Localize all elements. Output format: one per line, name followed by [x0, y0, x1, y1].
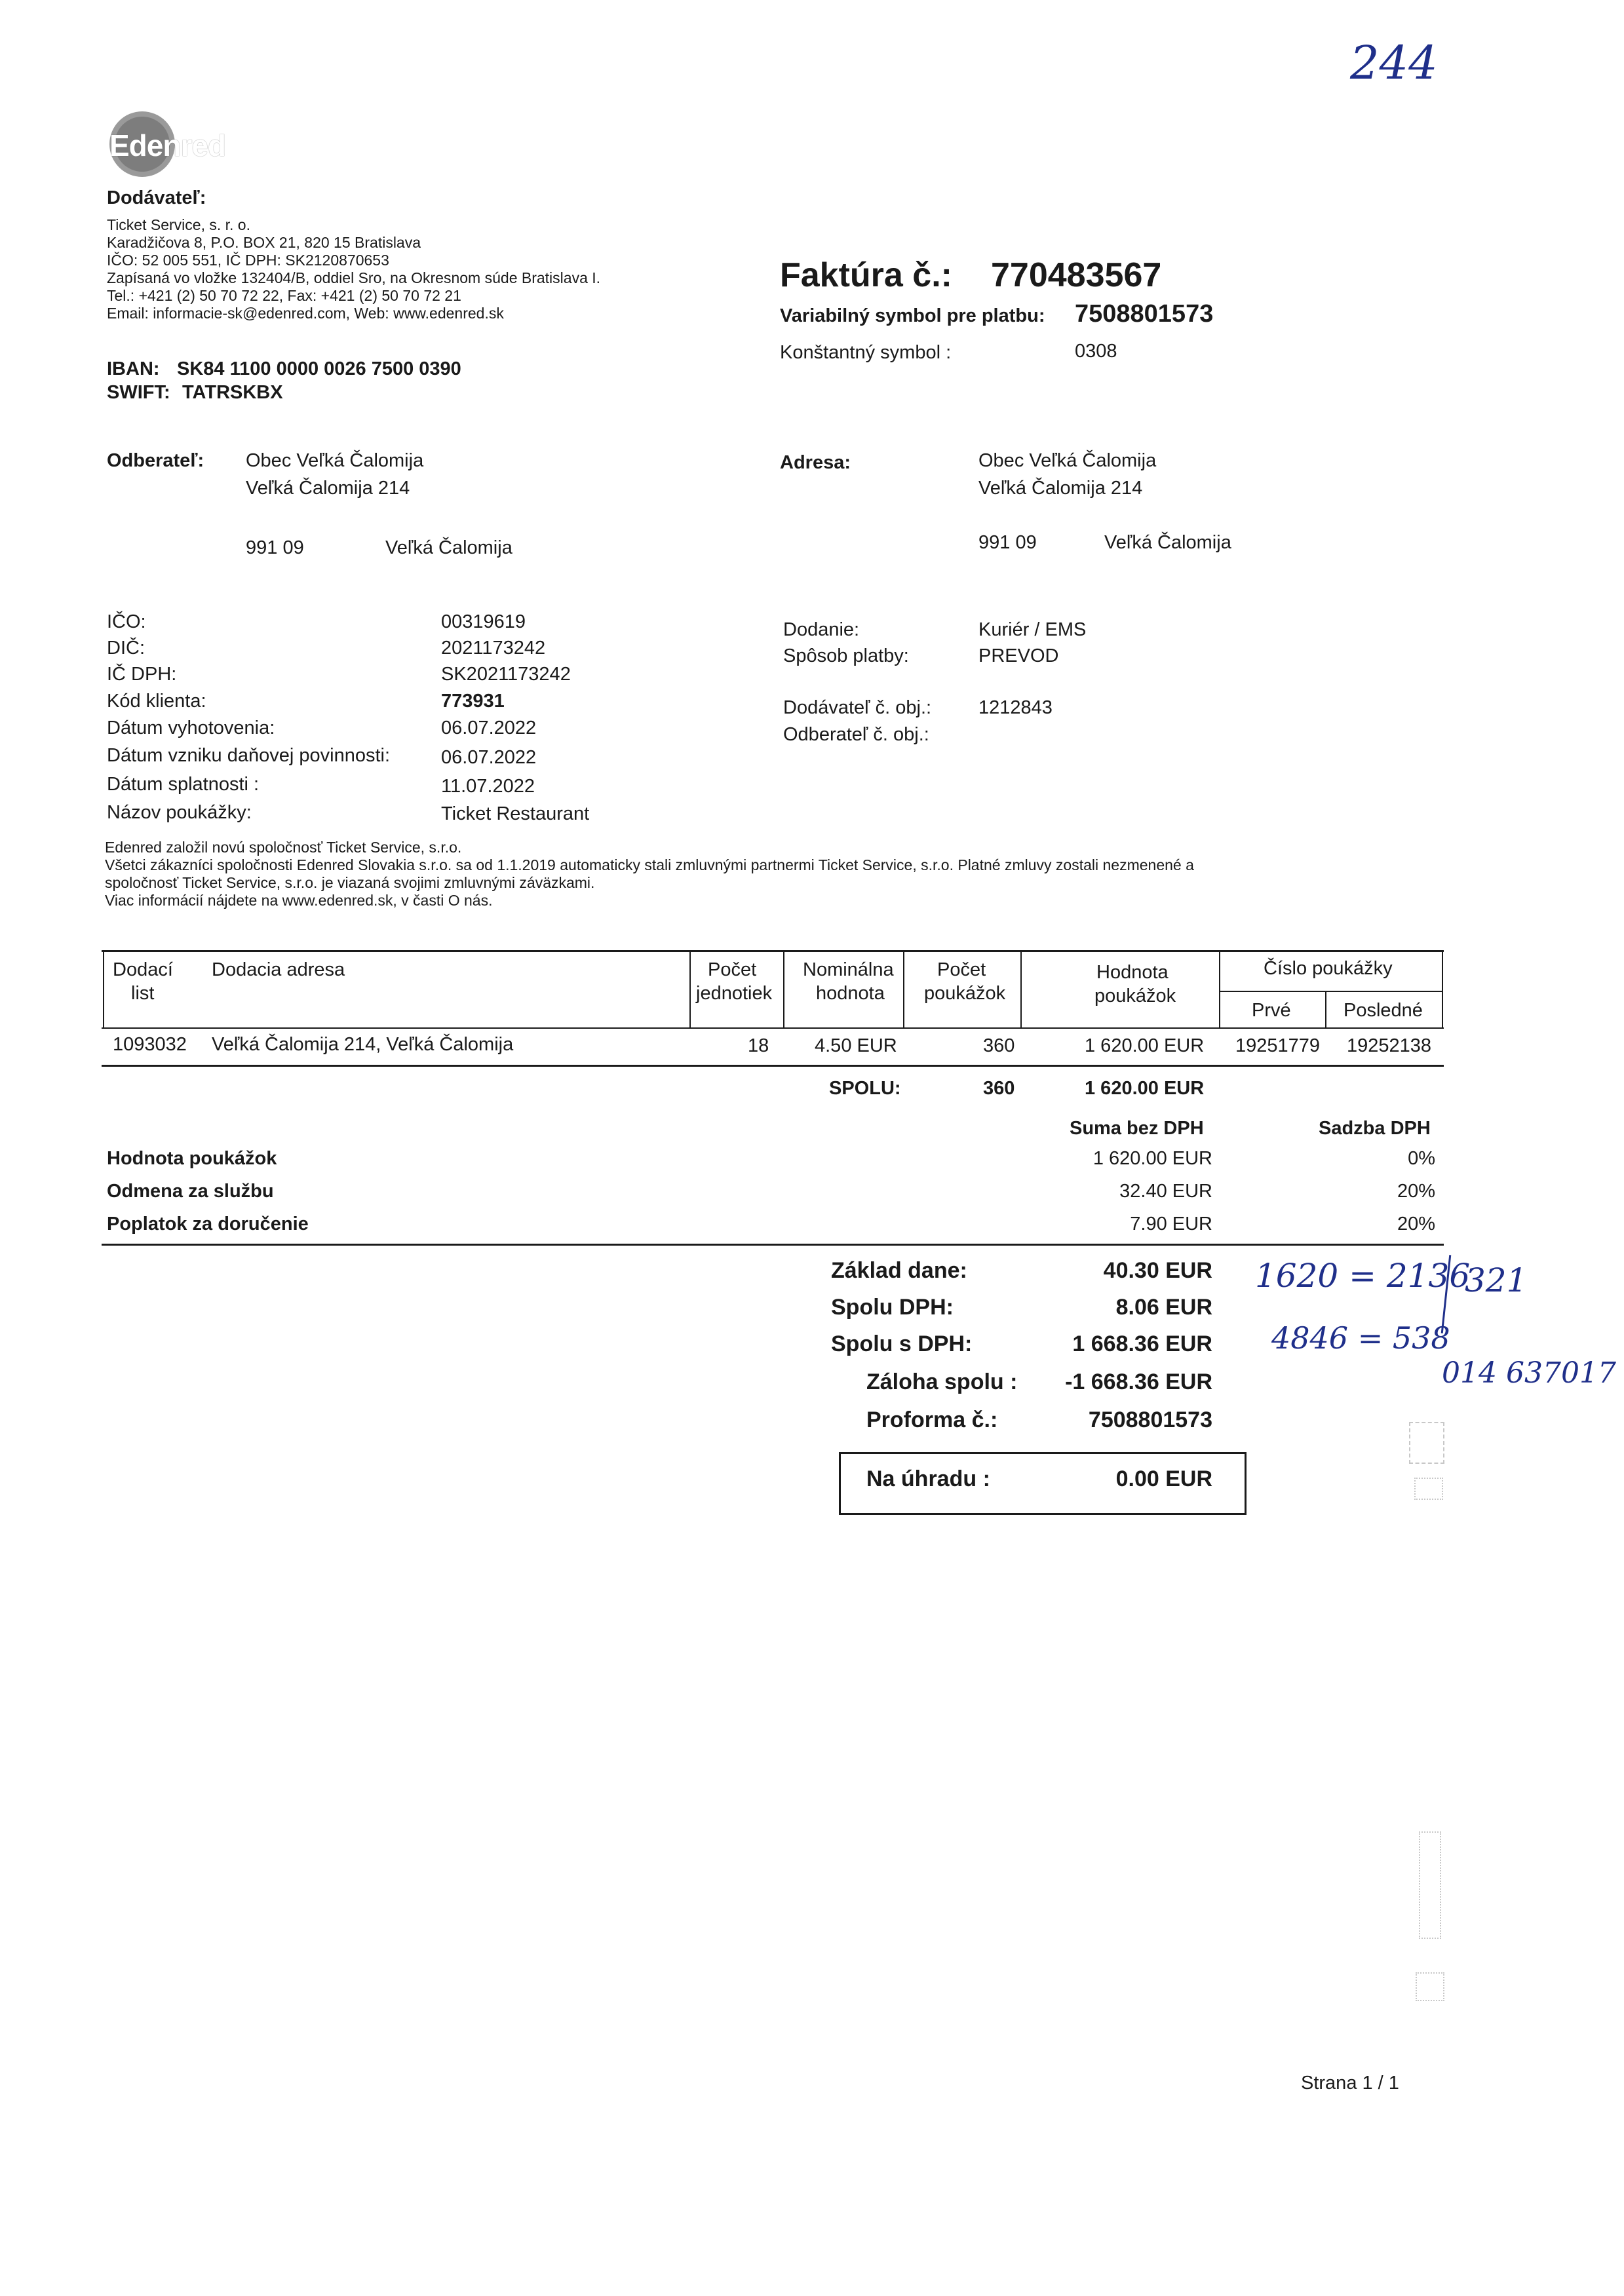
vat-label: Poplatok za doručenie [107, 1214, 309, 1234]
th-dodaci: Dodací [113, 959, 173, 980]
suma-header: Suma bez DPH [1070, 1118, 1204, 1139]
address-zip: 991 09 [978, 532, 1037, 553]
table-vline [103, 951, 104, 1029]
zaklad-value: 40.30 EUR [1103, 1258, 1212, 1283]
notice-line: Edenred založil novú spoločnosť Ticket Service, s.r.o. [105, 839, 462, 856]
table-top-border [102, 950, 1444, 952]
table-header-bottom [102, 1027, 1444, 1029]
cell-hodnota: 1 620.00 EUR [1085, 1035, 1205, 1056]
dodanie-value: Kuriér / EMS [978, 619, 1087, 640]
supplier-line: Email: informacie-sk@edenred.com, Web: www.edenred.sk [107, 305, 504, 322]
table-vline [783, 951, 784, 1029]
th-cislo: Číslo poukážky [1264, 958, 1393, 979]
customer-city: Veľká Čalomija [385, 537, 512, 558]
invoice-title-label: Faktúra č.: [780, 256, 952, 294]
supplier-address [107, 216, 600, 322]
zaloha-label: Záloha spolu : [866, 1369, 1018, 1394]
dph-value: 8.06 EUR [1115, 1295, 1212, 1320]
address-city: Veľká Čalomija [1104, 532, 1231, 553]
dph-label: Spolu DPH: [831, 1295, 954, 1320]
customer-street: Veľká Čalomija 214 [246, 478, 410, 499]
notice-text [105, 839, 1194, 909]
cell-list: 1093032 [113, 1034, 187, 1055]
th-nominal: Nominálna [803, 959, 894, 980]
cell-posledne: 19252138 [1347, 1035, 1432, 1056]
th-dodaci-2: list [131, 983, 155, 1004]
detail-value-kod: 773931 [441, 691, 505, 712]
ks-value: 0308 [1075, 341, 1117, 362]
address-street: Veľká Čalomija 214 [978, 478, 1143, 499]
vs-value: 7508801573 [1075, 300, 1214, 328]
supplier-line: Zapísaná vo vložke 132404/B, oddiel Sro, na Okresnom súde Bratislava I. [107, 269, 601, 286]
handwritten-calc-1: 1620 = 2136 [1255, 1257, 1471, 1295]
detail-label-vyhotovenie: Dátum vyhotovenia: [107, 718, 275, 738]
vat-amount: 7.90 EUR [1130, 1214, 1212, 1234]
swift-value: TATRSKBX [182, 382, 283, 403]
th-pocet: Počet [708, 959, 757, 980]
proforma-value: 7508801573 [1088, 1407, 1212, 1432]
notice-line: Viac informácií nájdete na www.edenred.sk, v časti O nás. [105, 892, 493, 909]
supplier-line: Tel.: +421 (2) 50 70 72 22, Fax: +421 (2) 50 70 72 21 [107, 287, 461, 304]
th-adresa: Dodacia adresa [212, 959, 345, 980]
table-bottom-border [102, 1065, 1444, 1067]
platba-value: PREVOD [978, 645, 1059, 666]
table-subheader-line [1219, 991, 1443, 992]
proforma-label: Proforma č.: [866, 1407, 998, 1432]
sdph-label: Spolu s DPH: [831, 1331, 973, 1356]
vat-amount: 1 620.00 EUR [1092, 1148, 1212, 1169]
uhrada-value: 0.00 EUR [1115, 1466, 1212, 1491]
vs-label: Variabilný symbol pre platbu: [780, 305, 1045, 326]
address-label: Adresa: [780, 452, 851, 473]
detail-value-dic: 2021173242 [441, 638, 546, 659]
cell-adresa: Veľká Čalomija 214, Veľká Čalomija [212, 1034, 514, 1055]
scan-artifact [1409, 1422, 1444, 1464]
table-vline [1442, 951, 1443, 1029]
platba-label: Spôsob platby: [783, 645, 909, 666]
handwritten-page-number: 244 [1350, 36, 1438, 90]
vat-bottom-border [102, 1244, 1444, 1246]
vat-amount: 32.40 EUR [1119, 1181, 1212, 1202]
uhrada-label: Na úhradu : [866, 1466, 990, 1491]
vat-label: Hodnota poukážok [107, 1148, 277, 1169]
scan-artifact [1419, 1831, 1441, 1939]
detail-value-poukazka: Ticket Restaurant [441, 803, 590, 824]
ks-label: Konštantný symbol : [780, 342, 952, 363]
th-hodnota-2: poukážok [1094, 985, 1176, 1006]
scan-artifact [1414, 1478, 1443, 1500]
supplier-label: Dodávateľ: [107, 187, 206, 208]
dod-obj-value: 1212843 [978, 697, 1053, 718]
customer-name: Obec Veľká Čalomija [246, 450, 424, 471]
cell-nominal: 4.50 EUR [815, 1035, 897, 1056]
address-name: Obec Veľká Čalomija [978, 450, 1157, 471]
handwritten-side-1: 321 [1465, 1261, 1528, 1299]
detail-label-vznik: Dátum vzniku daňovej povinnosti: [107, 745, 391, 766]
vat-rate: 0% [1408, 1148, 1435, 1169]
customer-label: Odberateľ: [107, 450, 204, 471]
handwritten-side-2: 014 637017 [1442, 1356, 1616, 1390]
dodanie-label: Dodanie: [783, 619, 860, 640]
scan-artifact [1416, 1972, 1444, 2001]
spolu-label: SPOLU: [829, 1078, 901, 1099]
cell-prve: 19251779 [1235, 1035, 1321, 1056]
edenred-logo [108, 108, 226, 180]
th-prve: Prvé [1252, 1000, 1291, 1021]
supplier-line: IČO: 52 005 551, IČ DPH: SK2120870653 [107, 252, 389, 269]
invoice-number: 770483567 [991, 256, 1162, 294]
cell-poukazky: 360 [983, 1035, 1015, 1056]
logo-text: Edenred [109, 128, 226, 163]
detail-label-icdph: IČ DPH: [107, 664, 177, 685]
vat-label: Odmena za službu [107, 1181, 274, 1202]
table-vline [903, 951, 904, 1029]
iban-label: IBAN: [107, 358, 160, 379]
th-hodnota: Hodnota [1096, 962, 1169, 983]
swift-label: SWIFT: [107, 382, 170, 403]
spolu-poukazky: 360 [983, 1078, 1015, 1099]
th-posledne: Posledné [1344, 1000, 1423, 1021]
page-footer: Strana 1 / 1 [1301, 2073, 1399, 2094]
handwritten-calc-2: 4846 = 538 [1271, 1320, 1450, 1356]
detail-value-vznik: 06.07.2022 [441, 747, 537, 768]
detail-value-splatnost: 11.07.2022 [441, 776, 535, 797]
table-vline [1325, 991, 1326, 1029]
supplier-line: Karadžičova 8, P.O. BOX 21, 820 15 Bratislava [107, 234, 421, 251]
detail-label-splatnost: Dátum splatnosti : [107, 774, 260, 795]
detail-label-dic: DIČ: [107, 638, 145, 659]
table-vline [1219, 951, 1220, 1029]
table-vline [1020, 951, 1022, 1029]
detail-value-vyhotovenie: 06.07.2022 [441, 718, 537, 738]
supplier-line: Ticket Service, s. r. o. [107, 216, 250, 233]
dod-obj-label: Dodávateľ č. obj.: [783, 697, 932, 718]
zaloha-value: -1 668.36 EUR [1065, 1369, 1212, 1394]
th-poukazky-2: poukážok [924, 983, 1006, 1004]
odb-obj-label: Odberateľ č. obj.: [783, 724, 929, 745]
spolu-hodnota: 1 620.00 EUR [1085, 1078, 1205, 1099]
table-vline [689, 951, 691, 1029]
detail-label-ico: IČO: [107, 611, 146, 632]
sadzba-header: Sadzba DPH [1319, 1118, 1431, 1139]
zaklad-label: Základ dane: [831, 1258, 967, 1283]
cell-jednotky: 18 [748, 1035, 769, 1056]
notice-line: Všetci zákazníci spoločnosti Edenred Slovakia s.r.o. sa od 1.1.2019 automaticky stali zmluvnými partnermi Ticket Service, s.r.o. Platné zmluvy zostali nezmenené a [105, 856, 1194, 873]
th-nominal-2: hodnota [816, 983, 885, 1004]
iban-value: SK84 1100 0000 0026 7500 0390 [177, 358, 461, 379]
customer-zip: 991 09 [246, 537, 304, 558]
notice-line: spoločnosť Ticket Service, s.r.o. je viazaná svojimi zmluvnými záväzkami. [105, 874, 595, 891]
detail-label-kod: Kód klienta: [107, 691, 206, 712]
vat-rate: 20% [1397, 1181, 1435, 1202]
sdph-value: 1 668.36 EUR [1072, 1331, 1212, 1356]
detail-value-ico: 00319619 [441, 611, 526, 632]
vat-rate: 20% [1397, 1214, 1435, 1234]
detail-value-icdph: SK2021173242 [441, 664, 571, 685]
detail-label-poukazka: Názov poukážky: [107, 802, 252, 823]
th-pocet-2: jednotiek [696, 983, 773, 1004]
th-poukazky: Počet [937, 959, 986, 980]
